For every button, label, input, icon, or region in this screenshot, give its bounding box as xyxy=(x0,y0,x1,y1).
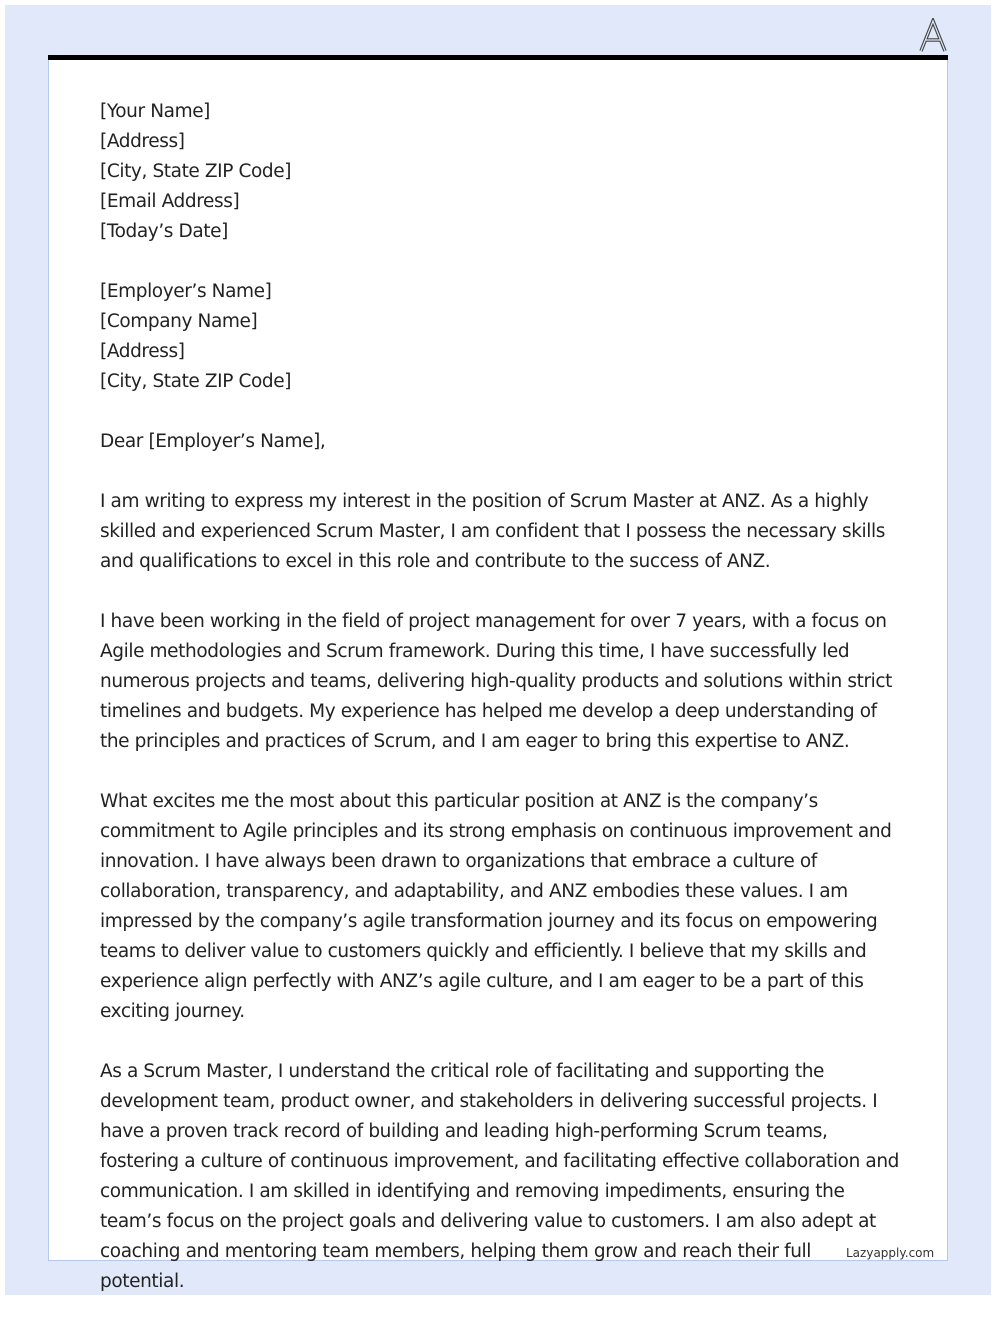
letter-body xyxy=(100,97,900,1327)
company-city: [City, State ZIP Code] xyxy=(100,371,292,392)
sender-address: [Address] xyxy=(100,131,185,152)
paragraph: As a Scrum Master, I understand the critical role of facilitating and supporting the development team, product owner, and stakeholders in delivering successful projects. I have a proven track record of building and leading high-performing Scrum teams, fostering a culture of continuous improvement, and facilitating effective collaboration and communication. I am skilled in identifying and removing impediments, ensuring the team’s focus on the project goals and delivering value to customers. I am also adept at coaching and mentoring team members, helping them grow and reach their full potential. xyxy=(100,1061,899,1292)
salutation: Dear [Employer’s Name], xyxy=(100,431,326,452)
sender-name: [Your Name] xyxy=(100,101,210,122)
lazyapply-logo-icon xyxy=(918,18,948,54)
paragraph: I have been working in the field of project management for over 7 years, with a focus on Agile methodologies and Scrum framework. During this time, I have successfully led numerous projects and teams, delivering high-quality products and solutions within strict timelines and budgets. My experience has helped me develop a deep understanding of the principles and practices of Scrum, and I am eager to bring this expertise to ANZ. xyxy=(100,611,893,752)
sender-email: [Email Address] xyxy=(100,191,240,212)
recipient-block xyxy=(100,277,900,397)
company-name: [Company Name] xyxy=(100,311,258,332)
footer-watermark: Lazyapply.com xyxy=(846,1246,935,1260)
paragraph: I am writing to express my interest in the position of Scrum Master at ANZ. As a highly skilled and experienced Scrum Master, I am confident that I possess the necessary skills and qualifications to excel in this role and contribute to the success of ANZ. xyxy=(100,491,885,572)
employer-name: [Employer’s Name] xyxy=(100,281,272,302)
sender-block xyxy=(100,97,900,247)
sender-city: [City, State ZIP Code] xyxy=(100,161,292,182)
company-address: [Address] xyxy=(100,341,185,362)
paragraph: What excites me the most about this particular position at ANZ is the company’s commitment to Agile principles and its strong emphasis on continuous improvement and innovation. I have always been drawn to organizations that embrace a culture of collaboration, transparency, and adaptability, and ANZ embodies these values. I am impressed by the company’s agile transformation journey and its focus on empowering teams to deliver value to customers quickly and efficiently. I believe that my skills and experience align perfectly with ANZ’s agile culture, and I am eager to be a part of this exciting journey. xyxy=(100,791,892,1022)
sender-date: [Today’s Date] xyxy=(100,221,228,242)
